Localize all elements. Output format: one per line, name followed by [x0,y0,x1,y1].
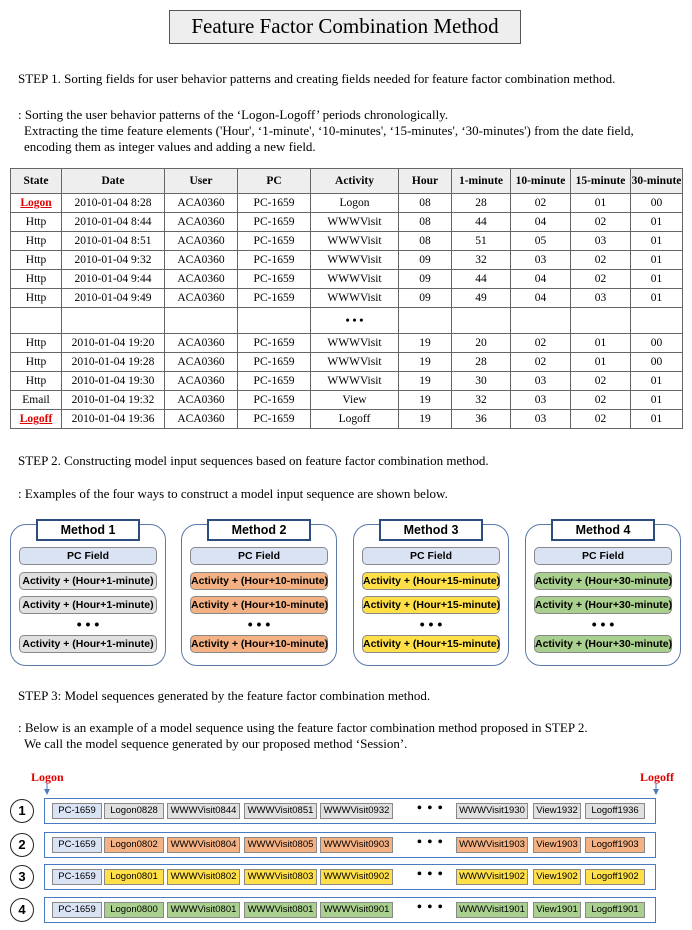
table-cell: 08 [399,232,452,251]
page-title: Feature Factor Combination Method [169,10,521,44]
activity-pill: Activity + (Hour+30-minute) [534,596,672,614]
session-ellipsis: • • • [417,867,444,882]
col-header: Hour [399,169,452,194]
method-label: Method 3 [379,519,483,541]
table-cell: 03 [511,372,571,391]
step3-heading: STEP 3: Model sequences generated by the feature factor combination method. [18,688,431,703]
table-cell: 01 [571,334,631,353]
session-token: WWWVisit0901 [320,902,393,918]
table-cell: 2010-01-04 19:28 [62,353,165,372]
table-cell: Logoff [11,410,62,429]
col-header: Date [62,169,165,194]
table-cell: PC-1659 [238,194,311,213]
table-cell: 2010-01-04 9:32 [62,251,165,270]
end-arrow-icon [653,789,659,795]
session-ellipsis: • • • [417,835,444,850]
table-cell: 51 [452,232,511,251]
table-cell: PC-1659 [238,353,311,372]
table-cell: 2010-01-04 8:51 [62,232,165,251]
session-token: PC-1659 [52,837,102,853]
session-token: WWWVisit0802 [167,869,240,885]
table-cell: 30 [452,372,511,391]
activity-pill: Activity + (Hour+1-minute) [19,635,157,653]
table-cell: 09 [399,251,452,270]
activity-pill: Activity + (Hour+1-minute) [19,596,157,614]
session-token: Logoff1903 [585,837,645,853]
method-label: Method 4 [551,519,655,541]
session-number-badge: 2 [10,833,34,857]
table-cell: ACA0360 [165,353,238,372]
col-header: 15-minute [571,169,631,194]
table-cell: ACA0360 [165,391,238,410]
session-token: WWWVisit0902 [320,869,393,885]
table-cell: 44 [452,213,511,232]
table-cell: 28 [452,353,511,372]
table-cell: WWWVisit [311,334,399,353]
session-token: PC-1659 [52,902,102,918]
table-cell: PC-1659 [238,213,311,232]
table-cell: 02 [511,353,571,372]
session-token: View1901 [533,902,581,918]
activity-pill: Activity + (Hour+10-minute) [190,635,328,653]
activity-pill: Activity + (Hour+10-minute) [190,572,328,590]
table-cell: 36 [452,410,511,429]
table-cell: 02 [571,410,631,429]
table-cell: ACA0360 [165,213,238,232]
table-cell: 2010-01-04 19:32 [62,391,165,410]
table-cell: WWWVisit [311,372,399,391]
table-cell: PC-1659 [238,270,311,289]
session-token: WWWVisit0805 [244,837,317,853]
session-token: View1903 [533,837,581,853]
table-cell: WWWVisit [311,270,399,289]
method-ellipsis: • • • [76,616,100,632]
session-token: Logon0802 [104,837,164,853]
col-header: PC [238,169,311,194]
session-token: WWWVisit0851 [244,803,317,819]
table-cell: 01 [631,289,683,308]
table-cell: Http [11,232,62,251]
session-number-badge: 3 [10,865,34,889]
table-cell: Logon [11,194,62,213]
table-cell: 01 [631,372,683,391]
table-cell: 02 [571,213,631,232]
session-token: PC-1659 [52,869,102,885]
table-cell: ACA0360 [165,251,238,270]
table-cell: 19 [399,334,452,353]
session-row [44,832,656,858]
session-token: WWWVisit0903 [320,837,393,853]
table-cell: Http [11,353,62,372]
activity-pill: Activity + (Hour+1-minute) [19,572,157,590]
table-cell: PC-1659 [238,251,311,270]
col-header: State [11,169,62,194]
step1-desc-3: encoding them as integer values and adding a new field. [24,139,316,154]
table-cell: 03 [511,251,571,270]
table-cell: PC-1659 [238,391,311,410]
table-cell: 01 [631,251,683,270]
table-cell: 09 [399,270,452,289]
table-cell: 02 [571,391,631,410]
step1-desc-1: : Sorting the user behavior patterns of the ‘Logon-Logoff’ periods chronologically. [18,107,449,122]
col-header: User [165,169,238,194]
session-end-label: Logoff [640,770,674,784]
table-cell: 04 [511,213,571,232]
session-token: WWWVisit0801 [167,902,240,918]
table-cell: 03 [511,410,571,429]
table-cell: 01 [631,270,683,289]
method-ellipsis: • • • [247,616,271,632]
session-token: Logon0828 [104,803,164,819]
session-token: WWWVisit0844 [167,803,240,819]
session-row [44,864,656,890]
table-cell: Http [11,251,62,270]
table-cell: Http [11,334,62,353]
table-cell: View [311,391,399,410]
session-row [44,798,656,824]
table-cell: 2010-01-04 8:44 [62,213,165,232]
table-cell: PC-1659 [238,372,311,391]
table-cell: 02 [571,270,631,289]
activity-pill: Activity + (Hour+30-minute) [534,635,672,653]
table-cell: 01 [631,391,683,410]
table-cell: Http [11,372,62,391]
table-cell: PC-1659 [238,232,311,251]
session-token: WWWVisit0803 [244,869,317,885]
table-cell: 01 [571,353,631,372]
session-token: View1932 [533,803,581,819]
table-cell: ACA0360 [165,270,238,289]
table-cell: 08 [399,213,452,232]
step3-desc-2: We call the model sequence generated by our proposed method ‘Session’. [24,736,408,751]
table-cell: 03 [571,232,631,251]
step1-desc-2: Extracting the time feature elements ('Hour', ‘1-minute', ‘10-minutes', ‘15-minutes', ‘30-minutes') from the date field, [24,123,634,138]
session-token: WWWVisit1901 [456,902,528,918]
table-cell: WWWVisit [311,213,399,232]
table-cell: ACA0360 [165,194,238,213]
session-token: Logoff1902 [585,869,645,885]
col-header: 10-minute [511,169,571,194]
step2-desc: : Examples of the four ways to construct a model input sequence are shown below. [18,486,448,501]
session-token: Logon0801 [104,869,164,885]
table-cell: 2010-01-04 9:44 [62,270,165,289]
session-token: WWWVisit1930 [456,803,528,819]
session-token: Logoff1901 [585,902,645,918]
table-cell: WWWVisit [311,289,399,308]
table-cell: 00 [631,194,683,213]
table-cell: Logoff [311,410,399,429]
activity-pill: Activity + (Hour+15-minute) [362,635,500,653]
col-header: 1-minute [452,169,511,194]
pc-field-pill: PC Field [190,547,328,565]
table-cell: ACA0360 [165,232,238,251]
activity-pill: Activity + (Hour+15-minute) [362,596,500,614]
table-cell: Http [11,289,62,308]
table-cell: 19 [399,410,452,429]
table-cell: 03 [511,391,571,410]
table-cell: Http [11,213,62,232]
table-cell: ACA0360 [165,289,238,308]
session-token: WWWVisit0804 [167,837,240,853]
table-cell: 02 [571,251,631,270]
table-cell: 08 [399,194,452,213]
table-cell: 00 [631,353,683,372]
table-cell: PC-1659 [238,289,311,308]
activity-pill: Activity + (Hour+15-minute) [362,572,500,590]
method-ellipsis: • • • [591,616,615,632]
table-cell: 00 [631,334,683,353]
table-cell: Http [11,270,62,289]
col-header: 30-minute [631,169,683,194]
session-token: PC-1659 [52,803,102,819]
pc-field-pill: PC Field [362,547,500,565]
table-cell: 02 [511,194,571,213]
table-cell: 28 [452,194,511,213]
table-cell: 01 [631,410,683,429]
table-cell: 19 [399,391,452,410]
method-ellipsis: • • • [419,616,443,632]
table-cell: 2010-01-04 19:36 [62,410,165,429]
table-cell: ACA0360 [165,410,238,429]
table-cell: 04 [511,289,571,308]
session-number-badge: 4 [10,898,34,922]
table-cell: PC-1659 [238,334,311,353]
table-ellipsis: • • • [311,308,399,334]
pc-field-pill: PC Field [19,547,157,565]
table-cell: ACA0360 [165,334,238,353]
session-token: WWWVisit1903 [456,837,528,853]
session-row [44,897,656,923]
table-cell: PC-1659 [238,410,311,429]
table-cell: 02 [571,372,631,391]
session-token: WWWVisit1902 [456,869,528,885]
session-number-badge: 1 [10,799,34,823]
method-label: Method 2 [207,519,311,541]
step3-desc-1: : Below is an example of a model sequence using the feature factor combination method proposed in STEP 2. [18,720,588,735]
table-cell: 01 [631,232,683,251]
start-arrow-icon [44,789,50,795]
pc-field-pill: PC Field [534,547,672,565]
table-cell: 32 [452,391,511,410]
table-cell: 09 [399,289,452,308]
session-start-label: Logon [31,770,64,784]
table-cell: 2010-01-04 9:49 [62,289,165,308]
table-cell: ACA0360 [165,372,238,391]
table-cell: WWWVisit [311,232,399,251]
table-cell: 19 [399,353,452,372]
table-cell: 03 [571,289,631,308]
session-token: WWWVisit0932 [320,803,393,819]
method-label: Method 1 [36,519,140,541]
table-cell: 32 [452,251,511,270]
table-cell: WWWVisit [311,251,399,270]
session-ellipsis: • • • [417,801,444,816]
table-cell: 05 [511,232,571,251]
table-cell: 44 [452,270,511,289]
table-cell: 02 [511,334,571,353]
table-cell: 04 [511,270,571,289]
session-token: Logoff1936 [585,803,645,819]
activity-pill: Activity + (Hour+10-minute) [190,596,328,614]
step1-heading: STEP 1. Sorting fields for user behavior patterns and creating fields needed for feature factor combination method. [18,71,616,86]
session-token: WWWVisit0801 [244,902,317,918]
table-cell: 2010-01-04 19:30 [62,372,165,391]
activity-pill: Activity + (Hour+30-minute) [534,572,672,590]
session-token: Logon0800 [104,902,164,918]
table-cell: Logon [311,194,399,213]
table-cell: Email [11,391,62,410]
table-cell: 20 [452,334,511,353]
table-cell: 2010-01-04 8:28 [62,194,165,213]
table-cell: 49 [452,289,511,308]
col-header: Activity [311,169,399,194]
session-ellipsis: • • • [417,900,444,915]
table-cell: 01 [571,194,631,213]
step2-heading: STEP 2. Constructing model input sequences based on feature factor combination method. [18,453,489,468]
session-token: View1902 [533,869,581,885]
table-cell: WWWVisit [311,353,399,372]
table-cell: 01 [631,213,683,232]
table-cell: 2010-01-04 19:20 [62,334,165,353]
table-cell: 19 [399,372,452,391]
